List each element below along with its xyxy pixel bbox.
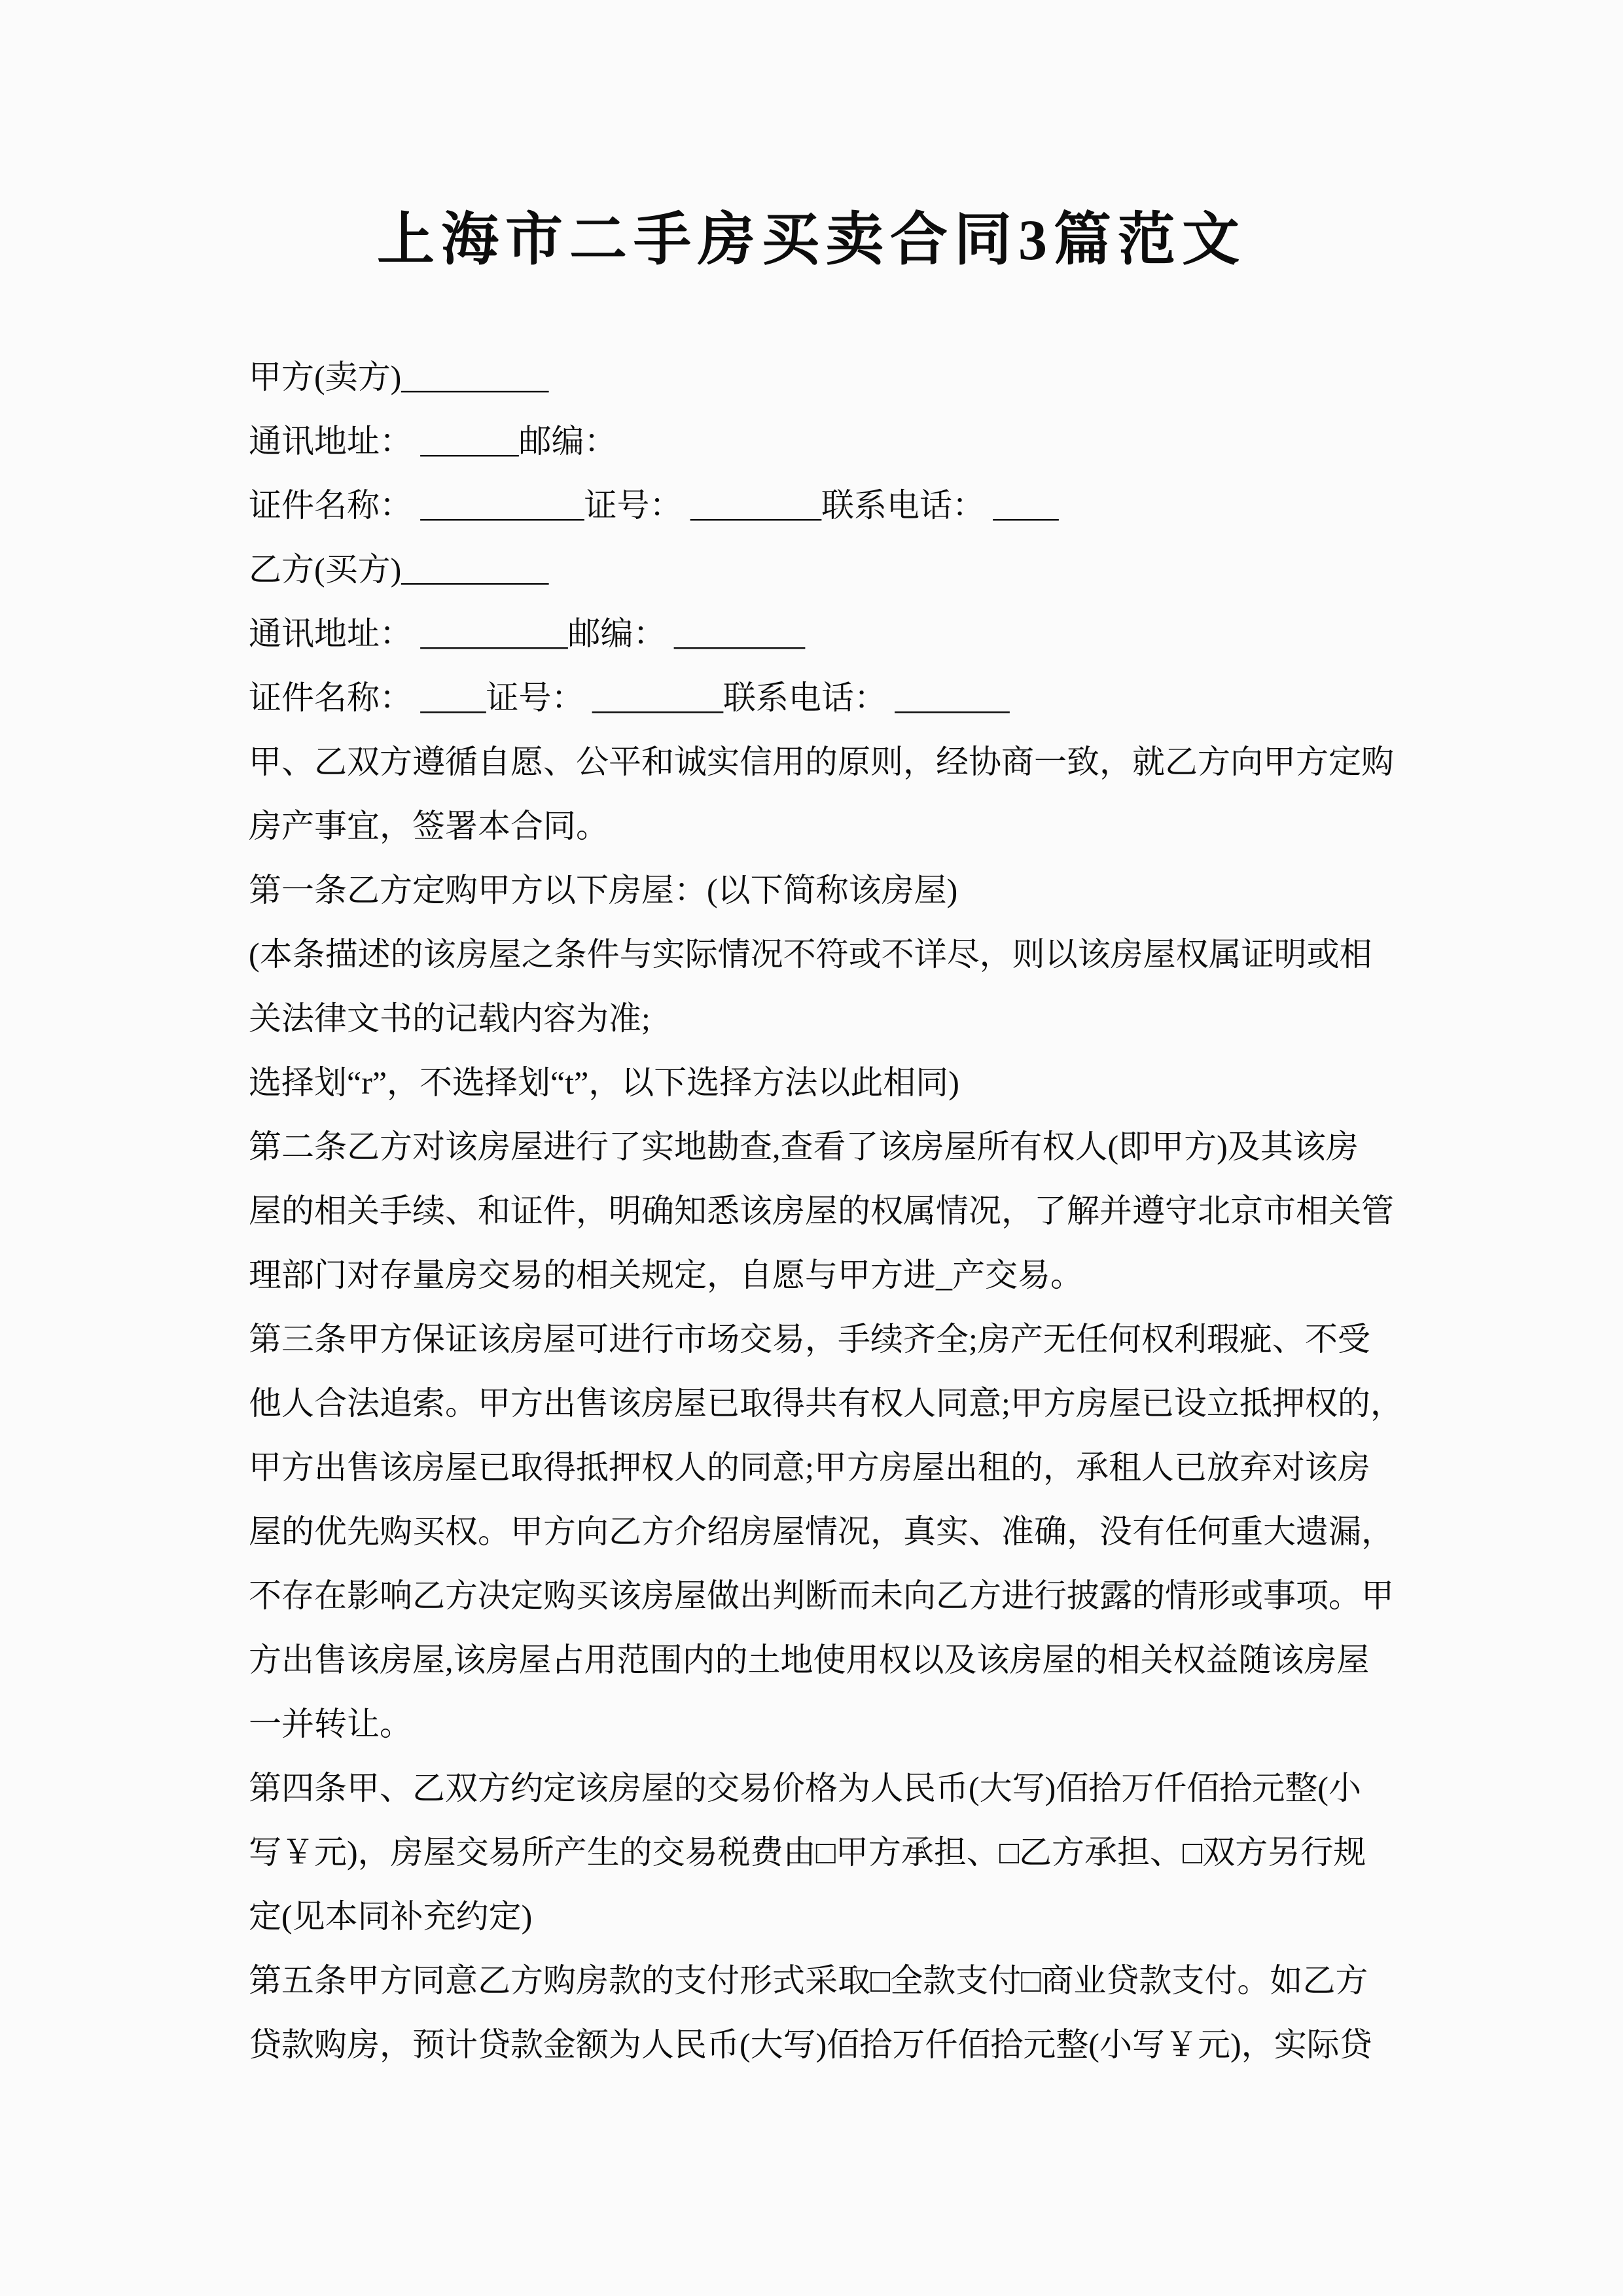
contract-line-article1-note-2: 关法律文书的记载内容为准; xyxy=(249,1000,651,1037)
contract-line-party-a-address: 通讯地址： ______邮编： xyxy=(249,423,617,459)
contract-line-article1-note-1: (本条描述的该房屋之条件与实际情况不符或不详尽，则以该房屋权属证明或相 xyxy=(249,936,1372,973)
contract-line-article3-4: 屋的优先购买权。甲方向乙方介绍房屋情况，真实、准确，没有任何重大遗漏， xyxy=(249,1513,1394,1550)
document-title: 上海市二手房买卖合同3篇范文 xyxy=(376,209,1246,272)
contract-line-party-a: 甲方(卖方)_________ xyxy=(249,359,549,395)
contract-line-article3-1: 第三条甲方保证该房屋可进行市场交易，手续齐全;房产无任何权利瑕疵、不受 xyxy=(249,1321,1370,1357)
contract-line-preamble-2: 房产事宜，签署本合同。 xyxy=(249,808,609,844)
contract-line-article4-2: 写￥元)，房屋交易所产生的交易税费由□甲方承担、□乙方承担、□双方另行规 xyxy=(249,1834,1366,1871)
contract-line-article3-6: 方出售该房屋,该房屋占用范围内的土地使用权以及该房屋的相关权益随该房屋 xyxy=(249,1641,1370,1678)
contract-line-article2-2: 屋的相关手续、和证件，明确知悉该房屋的权属情况，了解并遵守北京市相关管 xyxy=(249,1193,1394,1229)
contract-line-party-b: 乙方(买方)_________ xyxy=(249,551,549,588)
contract-line-article3-2: 他人合法追索。甲方出售该房屋已取得共有权人同意;甲方房屋已设立抵押权的， xyxy=(249,1385,1403,1422)
contract-line-preamble-1: 甲、乙双方遵循自愿、公平和诚实信用的原则，经协商一致，就乙方向甲方定购 xyxy=(249,744,1394,780)
contract-line-article3-7: 一并转让。 xyxy=(249,1706,412,1742)
contract-line-party-b-address: 通讯地址： _________邮编： ________ xyxy=(249,615,805,652)
contract-line-article1-note-3: 选择划“r”，不选择划“t”，以下选择方法以此相同) xyxy=(249,1064,959,1101)
contract-line-article2-1: 第二条乙方对该房屋进行了实地勘查,查看了该房屋所有权人(即甲方)及其该房 xyxy=(249,1128,1359,1165)
contract-line-party-b-id: 证件名称： ____证号： ________联系电话： _______ xyxy=(249,679,1010,716)
contract-line-article5-2: 贷款购房，预计贷款金额为人民币(大写)佰拾万仟佰拾元整(小写￥元)，实际贷 xyxy=(249,2026,1372,2063)
contract-line-article5-1: 第五条甲方同意乙方购房款的支付形式采取□全款支付□商业贷款支付。如乙方 xyxy=(249,1962,1368,1999)
contract-body xyxy=(249,345,1407,2077)
contract-line-article4-1: 第四条甲、乙双方约定该房屋的交易价格为人民币(大写)佰拾万仟佰拾元整(小 xyxy=(249,1770,1361,1806)
contract-line-article3-3: 甲方出售该房屋已取得抵押权人的同意;甲方房屋出租的，承租人已放弃对该房 xyxy=(249,1449,1370,1486)
contract-line-article1: 第一条乙方定购甲方以下房屋：(以下简称该房屋) xyxy=(249,872,958,908)
contract-line-article4-3: 定(见本同补充约定) xyxy=(249,1898,533,1935)
contract-line-article2-3: 理部门对存量房交易的相关规定，自愿与甲方进_产交易。 xyxy=(249,1257,1083,1293)
contract-line-article3-5: 不存在影响乙方决定购买该房屋做出判断而未向乙方进行披露的情形或事项。甲 xyxy=(249,1577,1394,1614)
contract-line-party-a-id: 证件名称： __________证号： ________联系电话： ____ xyxy=(249,487,1059,524)
